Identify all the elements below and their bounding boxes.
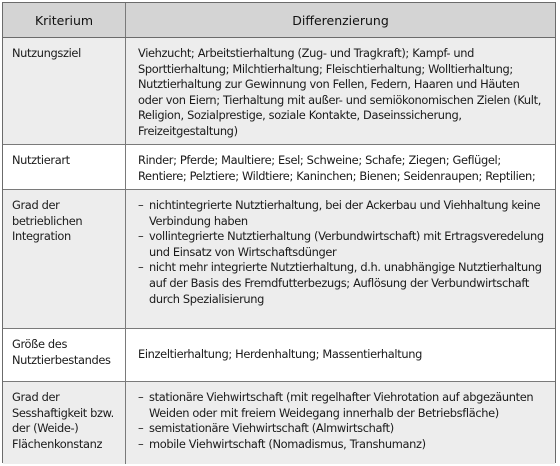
list-item: – nichtintegrierte Nutztierhaltung, bei der Ackerbau und Viehhaltung keine Verbindung haben (138, 198, 547, 229)
row-value-list (126, 190, 555, 328)
table-row-bestandsgroesse (3, 328, 555, 381)
classification-table (2, 2, 556, 463)
table-row-nutztierart (3, 144, 555, 189)
row-label: Grad der Sesshaftigkeit bzw. der (Weide-) Flächenkonstanz (3, 382, 126, 464)
dash-list (138, 390, 547, 452)
row-label: Grad der betrieblichen Integration (3, 190, 126, 328)
row-value: Einzeltierhaltung; Herdenhaltung; Massentierhaltung (138, 347, 422, 361)
row-value-list (126, 382, 555, 464)
table-header-row (3, 3, 555, 38)
list-item: – mobile Viehwirtschaft (Nomadismus, Transhumanz) (138, 437, 547, 453)
header-label-kriterium: Kriterium (34, 12, 94, 28)
row-label: Nutztierart (3, 145, 126, 189)
header-cell-differenzierung (126, 3, 555, 37)
list-item: – vollintegrierte Nutztierhaltung (Verbundwirtschaft) mit Ertragsveredelung und Einsatz von Wirtschaftsdünger (138, 229, 547, 260)
row-label: Nutzungsziel (3, 38, 126, 144)
table-row-sesshaftigkeit (3, 381, 555, 464)
list-item: – nicht mehr integrierte Nutztierhaltung, d.h. unabhängige Nutztierhaltung auf der Basis des Fremdfutterbezugs; Auflösung der Verbundwirtschaft durch Spezialisierung (138, 260, 547, 307)
row-label: Größe des Nutztierbestandes (3, 329, 126, 381)
row-value: Rinder; Pferde; Maultiere; Esel; Schweine; Schafe; Ziegen; Geflügel; Rentiere; Pelztiere; Wildtiere; Kaninchen; Bienen; Seidenraupen; Reptilien; (138, 153, 536, 183)
header-label-differenzierung: Differenzierung (292, 12, 389, 28)
dash-list (138, 198, 547, 307)
row-value: Viehzucht; Arbeitstierhaltung (Zug- und Tragkraft); Kampf- und Sporttierhaltung; Milchtierhaltung; Fleischtierhaltung; Wolltierhaltung; Nutztierhaltung zur Gewinnung von Fellen, Federn, Haaren und Häuten oder von Eiern; Tierhaltung mit außer- und semiökonomischen Zielen (Kult, Religion, Sozialprestige, soziale Kontakte, Daseinssicherung, Freizeitgestaltung) (138, 46, 541, 138)
list-item: – stationäre Viehwirtschaft (mit regelhafter Viehrotation auf abgezäunten Weiden oder mit freiem Weidegang innerhalb der Betriebsfläche) (138, 390, 547, 421)
table-row-integration (3, 189, 555, 328)
list-item: – semistationäre Viehwirtschaft (Almwirtschaft) (138, 421, 547, 437)
header-cell-kriterium (3, 3, 126, 37)
table-row-nutzungsziel (3, 38, 555, 144)
